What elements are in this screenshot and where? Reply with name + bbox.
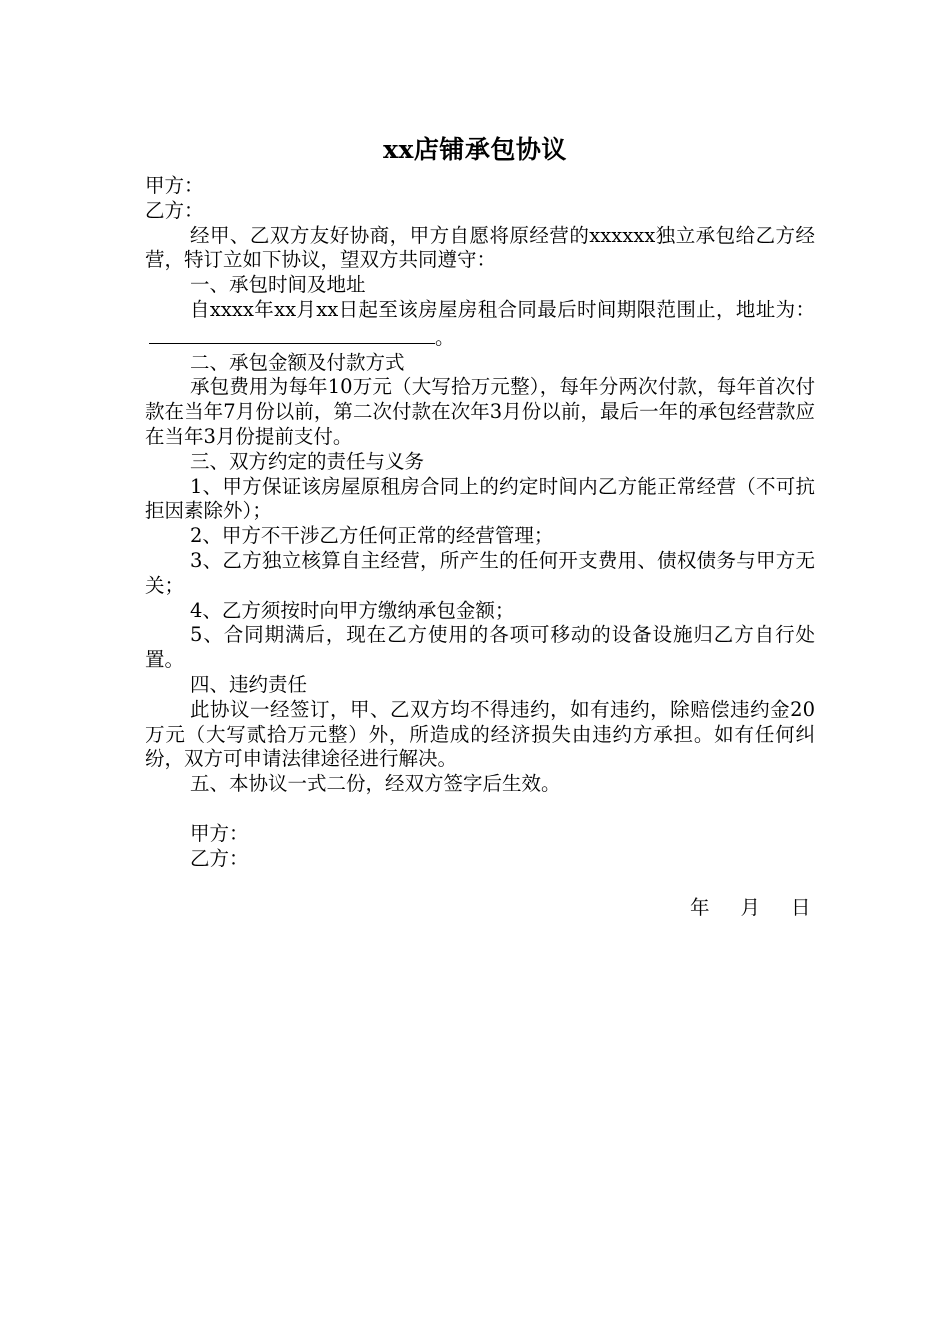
section1-body: 自xxxx年xx月xx日起至该房屋房租合同最后时间期限范围止，地址为：: [190, 297, 815, 321]
section1-end-mark: 。: [435, 325, 455, 349]
date-year: 年: [690, 896, 710, 919]
date-month: 月: [740, 896, 761, 919]
document-body: [145, 174, 815, 871]
intro-paragraph: 经甲、乙双方友好协商，甲方自愿将原经营的xxxxxx独立承包给乙方经营，特订立如下协议，望双方共同遵守：: [145, 223, 815, 272]
section3-heading: 三、双方约定的责任与义务: [190, 449, 425, 473]
section3-item-4: 4、乙方须按时向甲方缴纳承包金额；: [190, 598, 515, 622]
signature-date: [690, 896, 811, 920]
document-title: xx店铺承包协议: [383, 135, 567, 164]
address-blank-line: [149, 323, 435, 344]
section4-heading: 四、违约责任: [190, 672, 308, 696]
section5-paragraph: 五、本协议一式二份，经双方签字后生效。: [190, 772, 561, 796]
date-day: 日: [791, 896, 811, 919]
party-b-label: 乙方：: [145, 198, 204, 222]
party-a-label: 甲方：: [145, 174, 204, 197]
section2-heading: 二、承包金额及付款方式: [190, 350, 405, 374]
section3-item-3: 3、乙方独立核算自主经营，所产生的任何开支费用、债权债务与甲方无关；: [145, 548, 815, 597]
signature-party-a: 甲方：: [190, 821, 249, 845]
signature-party-b: 乙方：: [190, 846, 249, 870]
section3-item-5: 5、合同期满后，现在乙方使用的各项可移动的设备设施归乙方自行处置。: [145, 623, 815, 672]
section2-paragraph: 承包费用为每年10万元（大写拾万元整），每年分两次付款，每年首次付款在当年7月份以前，第二次付款在次年3月份以前，最后一年的承包经营款应在当年3月份提前支付。: [145, 375, 815, 448]
section1-paragraph: [145, 298, 815, 351]
spacer: [145, 797, 815, 822]
section4-paragraph: 此协议一经签订，甲、乙双方均不得违约，如有违约，除赔偿违约金20万元（大写贰拾万元整）外，所造成的经济损失由违约方承担。如有任何纠纷，双方可申请法律途径进行解决。: [145, 697, 815, 771]
section3-item-2: 2、甲方不干涉乙方任何正常的经营管理；: [190, 524, 554, 548]
section3-item-1: 1、甲方保证该房屋原租房合同上的约定时间内乙方能正常经营（不可抗拒因素除外）；: [145, 474, 815, 523]
section1-heading: 一、承包时间及地址: [190, 273, 366, 297]
